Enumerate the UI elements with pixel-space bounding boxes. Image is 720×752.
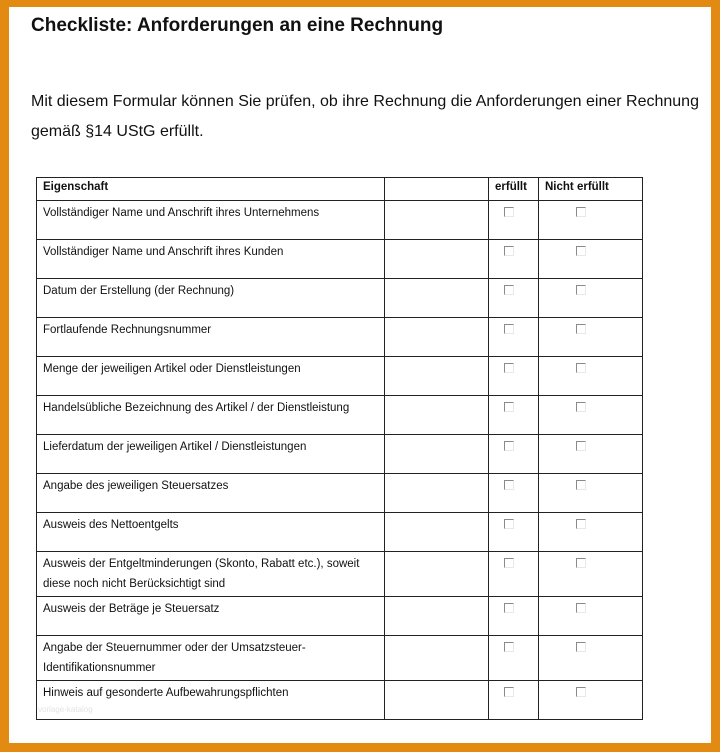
table-row	[37, 474, 643, 513]
not-fulfilled-cell	[539, 474, 643, 513]
fulfilled-cell	[489, 357, 539, 396]
fulfilled-cell	[489, 201, 539, 240]
fulfilled-checkbox[interactable]	[504, 324, 514, 334]
fulfilled-checkbox[interactable]	[504, 642, 514, 652]
property-label: Angabe des jeweiligen Steuersatzes	[43, 480, 229, 492]
empty-cell	[385, 279, 489, 318]
fulfilled-cell	[489, 513, 539, 552]
property-label: Vollständiger Name und Anschrift ihres Kunden	[43, 246, 284, 258]
table-row	[37, 318, 643, 357]
not-fulfilled-cell	[539, 681, 643, 720]
empty-cell	[385, 396, 489, 435]
not-fulfilled-checkbox[interactable]	[576, 603, 586, 613]
header-empty-label	[385, 178, 488, 180]
not-fulfilled-cell	[539, 396, 643, 435]
watermark: vorlage-katalog	[38, 705, 93, 714]
fulfilled-cell	[489, 474, 539, 513]
header-property	[37, 178, 385, 201]
property-cell	[37, 201, 385, 240]
fulfilled-checkbox[interactable]	[504, 480, 514, 490]
empty-cell	[385, 597, 489, 636]
empty-cell	[385, 435, 489, 474]
property-label: Datum der Erstellung (der Rechnung)	[43, 285, 235, 297]
property-cell	[37, 474, 385, 513]
header-property-label: Eigenschaft	[43, 181, 109, 193]
property-label: Ausweis der Beträge je Steuersatz	[43, 603, 220, 615]
fulfilled-cell	[489, 597, 539, 636]
not-fulfilled-checkbox[interactable]	[576, 687, 586, 697]
property-cell	[37, 318, 385, 357]
empty-cell	[385, 357, 489, 396]
table-row	[37, 240, 643, 279]
fulfilled-checkbox[interactable]	[504, 687, 514, 697]
property-label: Vollständiger Name und Anschrift ihres Unternehmens	[43, 207, 320, 219]
not-fulfilled-checkbox[interactable]	[576, 441, 586, 451]
not-fulfilled-cell	[539, 552, 643, 597]
empty-cell	[385, 513, 489, 552]
property-cell	[37, 357, 385, 396]
not-fulfilled-checkbox[interactable]	[576, 363, 586, 373]
table-row	[37, 357, 643, 396]
not-fulfilled-cell	[539, 636, 643, 681]
empty-cell	[385, 474, 489, 513]
fulfilled-checkbox[interactable]	[504, 363, 514, 373]
table-row	[37, 552, 643, 597]
empty-cell	[385, 681, 489, 720]
not-fulfilled-checkbox[interactable]	[576, 285, 586, 295]
fulfilled-checkbox[interactable]	[504, 246, 514, 256]
not-fulfilled-cell	[539, 201, 643, 240]
property-label: Handelsübliche Bezeichnung des Artikel / der Dienstleistung	[43, 402, 350, 414]
table-row	[37, 279, 643, 318]
fulfilled-checkbox[interactable]	[504, 441, 514, 451]
not-fulfilled-checkbox[interactable]	[576, 207, 586, 217]
header-not-fulfilled	[539, 178, 643, 201]
property-label: Fortlaufende Rechnungsnummer	[43, 324, 212, 336]
table-row	[37, 681, 643, 720]
not-fulfilled-checkbox[interactable]	[576, 558, 586, 568]
not-fulfilled-cell	[539, 279, 643, 318]
property-label: Menge der jeweiligen Artikel oder Dienstleistungen	[43, 363, 301, 375]
property-cell	[37, 279, 385, 318]
empty-cell	[385, 318, 489, 357]
empty-cell	[385, 240, 489, 279]
property-cell	[37, 240, 385, 279]
not-fulfilled-checkbox[interactable]	[576, 642, 586, 652]
header-fulfilled	[489, 178, 539, 201]
fulfilled-checkbox[interactable]	[504, 207, 514, 217]
not-fulfilled-checkbox[interactable]	[576, 402, 586, 412]
fulfilled-cell	[489, 636, 539, 681]
intro-text: Mit diesem Formular können Sie prüfen, ob ihre Rechnung die Anforderungen einer Rechnung gemäß §14 UStG erfüllt.	[31, 93, 699, 140]
fulfilled-checkbox[interactable]	[504, 285, 514, 295]
not-fulfilled-checkbox[interactable]	[576, 246, 586, 256]
table-header-row	[37, 178, 643, 201]
page-title: Checkliste: Anforderungen an eine Rechnung	[31, 15, 444, 36]
table-row	[37, 396, 643, 435]
table-row	[37, 597, 643, 636]
property-label: Lieferdatum der jeweiligen Artikel / Dienstleistungen	[43, 441, 307, 453]
table-row	[37, 636, 643, 681]
fulfilled-cell	[489, 435, 539, 474]
property-label: Ausweis der Entgeltminderungen (Skonto, Rabatt etc.), soweit diese noch nicht Berücksichtigt sind	[43, 558, 360, 590]
property-label: Angabe der Steuernummer oder der Umsatzsteuer-Identifikationsnummer	[43, 642, 306, 674]
not-fulfilled-cell	[539, 240, 643, 279]
fulfilled-checkbox[interactable]	[504, 603, 514, 613]
not-fulfilled-cell	[539, 513, 643, 552]
fulfilled-checkbox[interactable]	[504, 402, 514, 412]
property-label: Hinweis auf gesonderte Aufbewahrungspflichten	[43, 687, 289, 699]
empty-cell	[385, 201, 489, 240]
not-fulfilled-cell	[539, 597, 643, 636]
fulfilled-cell	[489, 279, 539, 318]
fulfilled-cell	[489, 240, 539, 279]
not-fulfilled-checkbox[interactable]	[576, 519, 586, 529]
fulfilled-cell	[489, 318, 539, 357]
not-fulfilled-cell	[539, 318, 643, 357]
not-fulfilled-checkbox[interactable]	[576, 324, 586, 334]
document-page	[9, 7, 711, 743]
property-cell	[37, 597, 385, 636]
not-fulfilled-cell	[539, 357, 643, 396]
property-cell	[37, 636, 385, 681]
fulfilled-cell	[489, 681, 539, 720]
property-cell	[37, 435, 385, 474]
header-fulfilled-label: erfüllt	[495, 181, 527, 193]
empty-cell	[385, 552, 489, 597]
fulfilled-checkbox[interactable]	[504, 558, 514, 568]
property-cell	[37, 552, 385, 597]
not-fulfilled-cell	[539, 435, 643, 474]
table-row	[37, 513, 643, 552]
fulfilled-cell	[489, 552, 539, 597]
property-cell	[37, 396, 385, 435]
checklist-table	[36, 177, 643, 720]
table-row	[37, 201, 643, 240]
empty-cell	[385, 636, 489, 681]
checklist-rows	[37, 201, 643, 720]
property-cell	[37, 513, 385, 552]
header-not-fulfilled-label: Nicht erfüllt	[545, 181, 609, 193]
property-label: Ausweis des Nettoentgelts	[43, 519, 179, 531]
header-empty	[385, 178, 489, 201]
table-row	[37, 435, 643, 474]
fulfilled-checkbox[interactable]	[504, 519, 514, 529]
not-fulfilled-checkbox[interactable]	[576, 480, 586, 490]
fulfilled-cell	[489, 396, 539, 435]
